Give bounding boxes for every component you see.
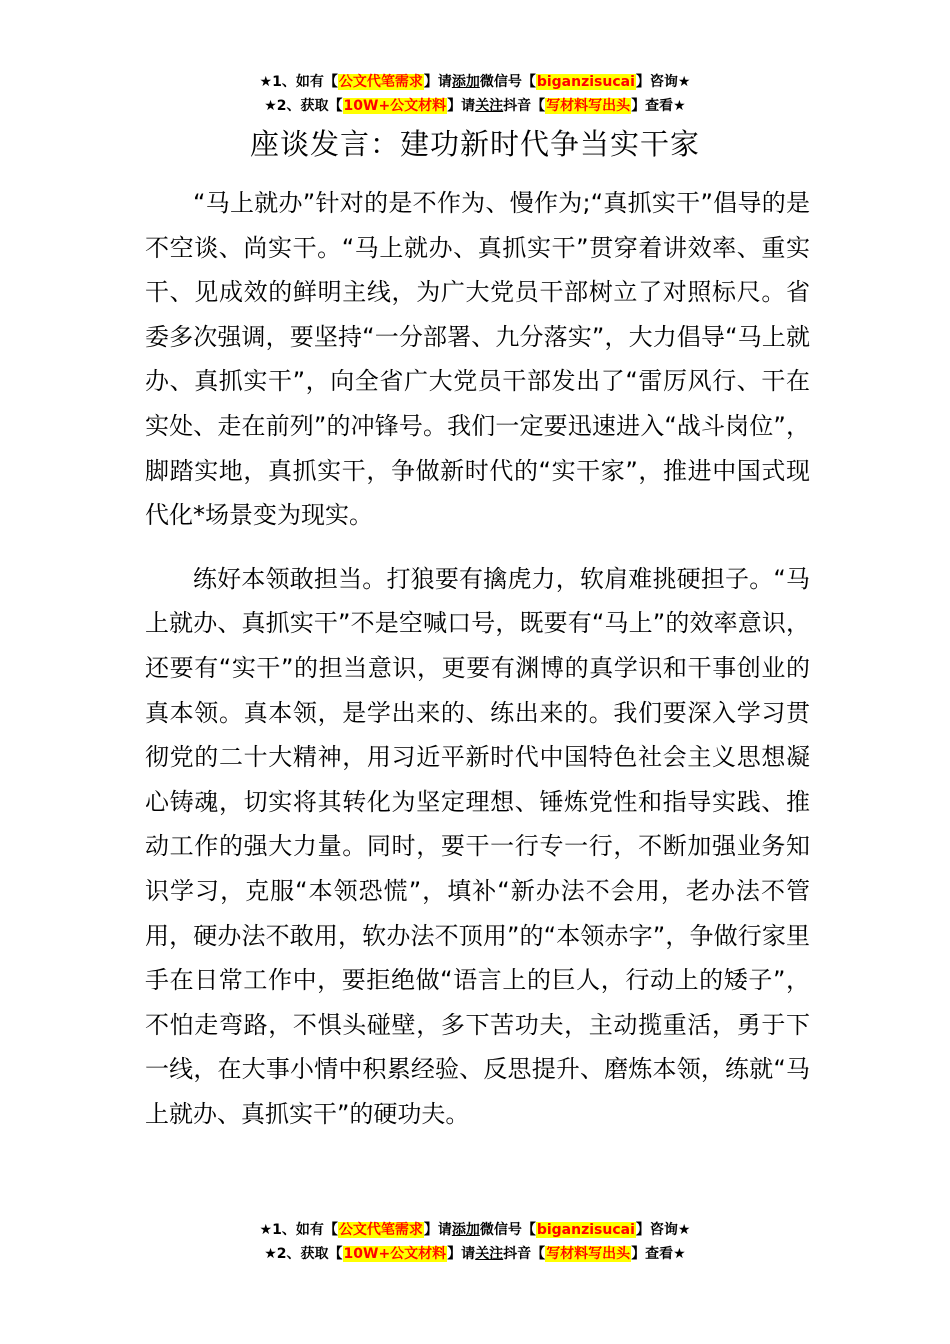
banner-text: 】咨询★ (635, 74, 691, 90)
banner-highlight: biganzisucai (536, 1222, 635, 1238)
paragraph-1: “马上就办”针对的是不作为、慢作为;“真抓实干”倡导的是不空谈、尚实干。“马上就办、真抓实干”贯穿着讲效率、重实干、见成效的鲜明主线，为广大党员干部树立了对照标尺。省委多次强调，要坚持“一分部署、九分落实”，大力倡导“马上就办、真抓实干”，向全省广大党员干部发出了“雷厉风行、干在实处、走在前列”的冲锋号。我们一定要迅速进入“战斗岗位”，脚踏实地，真抓实干，争做新时代的“实干家”，推进中国式现代化*场景变为现实。 (145, 189, 810, 530)
banner-text: ★1、如有【 (259, 1222, 338, 1238)
banner-text: 抖音【 (503, 98, 546, 114)
banner-line-2 (0, 1242, 950, 1266)
banner-emphasis: 关注 (475, 1246, 504, 1262)
document-body (145, 181, 810, 1136)
banner-highlight: biganzisucai (536, 74, 635, 90)
banner-emphasis: 添加 (451, 1222, 480, 1238)
banner-highlight: 公文代笔需求 (338, 74, 423, 90)
banner-line-1 (0, 1218, 950, 1242)
banner-text: 微信号【 (479, 1222, 536, 1238)
banner-text: ★1、如有【 (259, 74, 338, 90)
banner-emphasis: 关注 (475, 98, 504, 114)
page-title: 座谈发言：建功新时代争当实干家 (249, 127, 700, 161)
banner-highlight: 写材料写出头 (546, 1246, 631, 1262)
paragraph-2: 练好本领敢担当。打狼要有擒虎力，软肩难挑硬担子。“马上就办、真抓实干”不是空喊口号，既要有“马上”的效率意识，还要有“实干”的担当意识，更要有渊博的真学识和干事创业的真本领。真本领，是学出来的、练出来的。我们要深入学习贯彻党的二十大精神，用习近平新时代中国特色社会主义思想凝心铸魂，切实将其转化为坚定理想、锤炼党性和指导实践、推动工作的强大力量。同时，要干一行专一行，不断加强业务知识学习，克服“本领恐慌”，填补“新办法不会用，老办法不管用，硬办法不敢用，软办法不顶用”的“本领赤字”，争做行家里手在日常工作中，要拒绝做“语言上的巨人，行动上的矮子”，不怕走弯路，不惧头碰壁，多下苦功夫，主动揽重活，勇于下一线，在大事小情中积累经验、反思提升、磨炼本领，练就“马上就办、真抓实干”的硬功夫。 (145, 564, 810, 1128)
banner-text: ★2、获取【 (264, 1246, 343, 1262)
banner-line-2 (0, 94, 950, 118)
header-banner (0, 70, 950, 118)
footer-banner (0, 1218, 950, 1266)
banner-highlight: 10W+公文材料 (343, 98, 447, 114)
banner-text: 】请 (447, 1246, 476, 1262)
banner-emphasis: 添加 (451, 74, 480, 90)
banner-text: ★2、获取【 (264, 98, 343, 114)
banner-text: 】请 (423, 74, 452, 90)
banner-text: 抖音【 (503, 1246, 546, 1262)
banner-text: 】请 (423, 1222, 452, 1238)
banner-text: 微信号【 (479, 74, 536, 90)
banner-highlight: 写材料写出头 (546, 98, 631, 114)
banner-text: 】查看★ (631, 1246, 686, 1262)
banner-line-1 (0, 70, 950, 94)
banner-text: 】咨询★ (635, 1222, 691, 1238)
banner-highlight: 10W+公文材料 (343, 1246, 447, 1262)
banner-text: 】请 (447, 98, 476, 114)
banner-text: 】查看★ (631, 98, 686, 114)
banner-highlight: 公文代笔需求 (338, 1222, 423, 1238)
